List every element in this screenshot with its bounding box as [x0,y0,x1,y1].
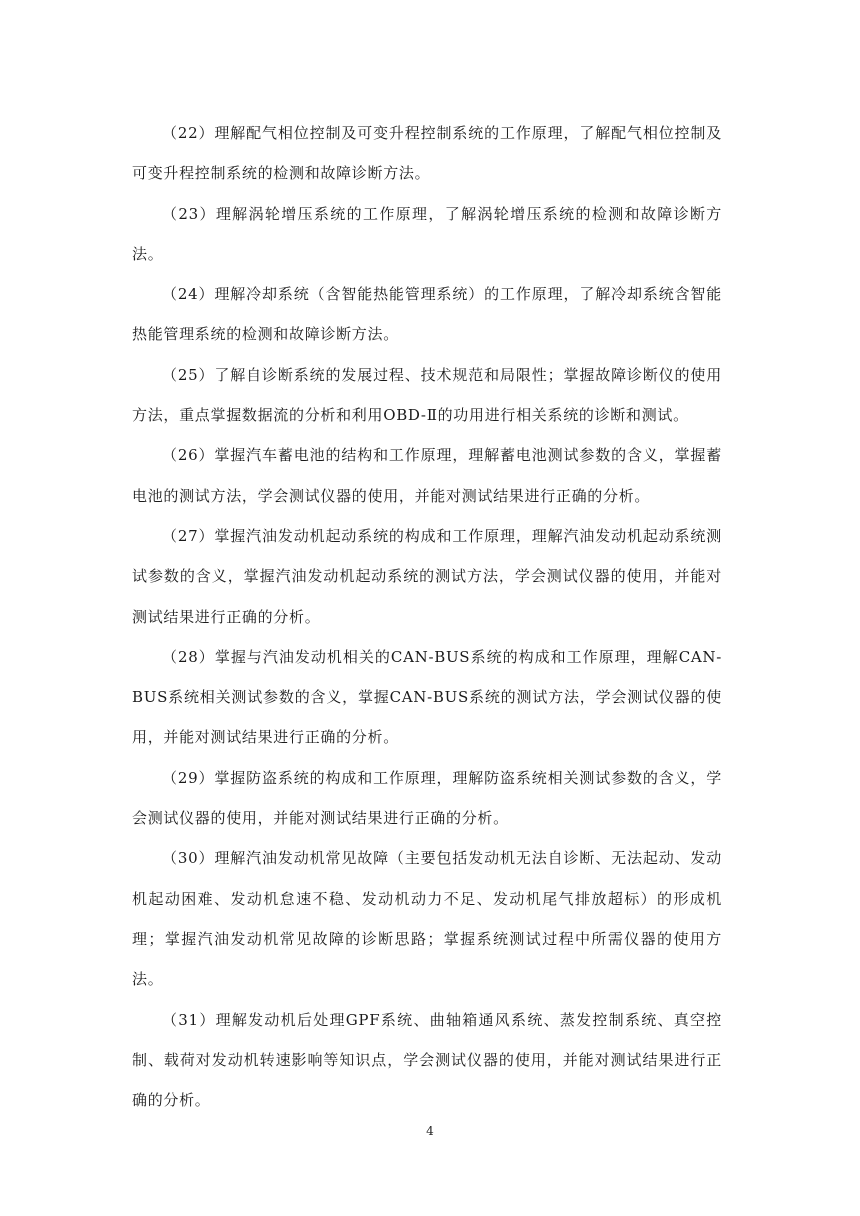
paragraph-31: （31）理解发动机后处理GPF系统、曲轴箱通风系统、蒸发控制系统、真空控制、载荷对发动机转速影响等知识点，学会测试仪器的使用，并能对测试结果进行正确的分析。 [132,1010,722,1110]
paragraph-29: （29）掌握防盗系统的构成和工作原理，理解防盗系统相关测试参数的含义，学会测试仪器的使用，并能对测试结果进行正确的分析。 [132,768,722,828]
paragraph-23: （23）理解涡轮增压系统的工作原理，了解涡轮增压系统的检测和故障诊断方法。 [132,204,722,263]
paragraph-26: （26）掌握汽车蓄电池的结构和工作原理，理解蓄电池测试参数的含义，掌握蓄电池的测试方法，学会测试仪器的使用，并能对测试结果进行正确的分析。 [132,446,722,505]
page-number: 4 [426,1124,434,1138]
paragraph-24: （24）理解冷却系统（含智能热能管理系统）的工作原理，了解冷却系统含智能热能管理系统的检测和故障诊断方法。 [132,285,722,344]
paragraph-22: （22）理解配气相位控制及可变升程控制系统的工作原理，了解配气相位控制及可变升程控制系统的检测和故障诊断方法。 [132,124,722,183]
document-body [132,113,722,1120]
paragraph-30: （30）理解汽油发动机常见故障（主要包括发动机无法自诊断、无法起动、发动机起动困难、发动机怠速不稳、发动机动力不足、发动机尾气排放超标）的形成机理；掌握汽油发动机常见故障的诊断思路；掌握系统测试过程中所需仪器的使用方法。 [132,849,722,989]
paragraph-27: （27）掌握汽油发动机起动系统的构成和工作原理，理解汽油发动机起动系统测试参数的含义，掌握汽油发动机起动系统的测试方法，学会测试仪器的使用，并能对测试结果进行正确的分析。 [132,526,722,626]
paragraph-28: （28）掌握与汽油发动机相关的CAN-BUS系统的构成和工作原理，理解CAN-BUS系统相关测试参数的含义，掌握CAN-BUS系统的测试方法，学会测试仪器的使用，并能对测试结果进行正确的分析。 [132,647,722,747]
paragraph-25: （25）了解自诊断系统的发展过程、技术规范和局限性；掌握故障诊断仪的使用方法，重点掌握数据流的分析和利用OBD-Ⅱ的功用进行相关系统的诊断和测试。 [132,365,722,425]
